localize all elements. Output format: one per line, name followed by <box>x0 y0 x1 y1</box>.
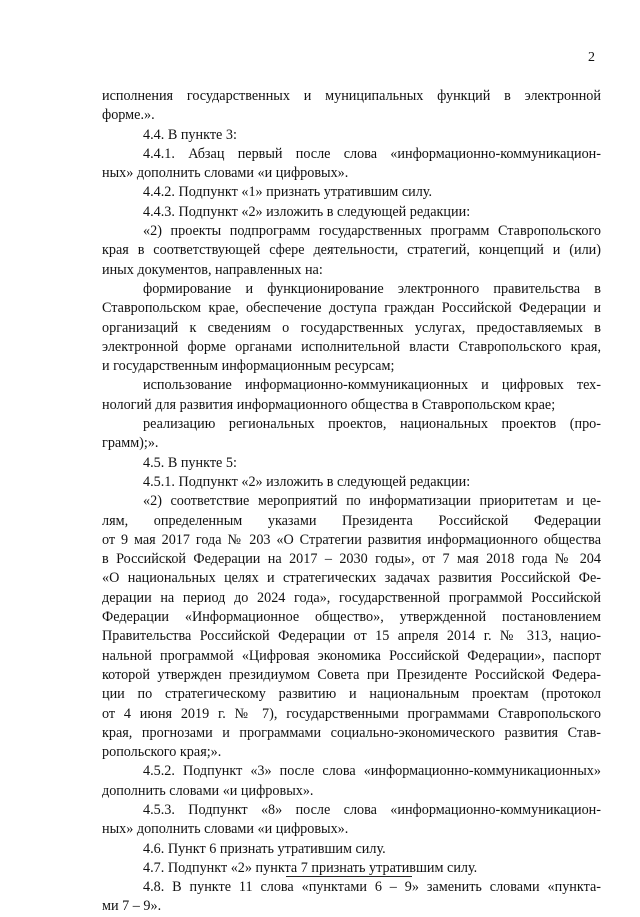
text-line: от 9 мая 2017 года № 203 «О Стратегии развития информационного общества <box>102 531 601 548</box>
text-line: дополнить словами «и цифровых». <box>102 782 314 799</box>
text-line: организаций к сведениям о государственных услугах, предоставляемых в <box>102 319 601 336</box>
text-line: форме.». <box>102 107 155 124</box>
text-line: электронной форме органами исполнительной власти Ставропольского края, <box>102 338 601 355</box>
text-line: Правительства Российской Федерации от 15 апреля 2014 г. № 313, нацио- <box>102 628 601 645</box>
text-line: реализацию региональных проектов, национальных проектов (про- <box>143 416 601 433</box>
text-line: 4.7. Подпункт «2» пункта 7 признать утратившим силу. <box>143 859 478 876</box>
text-line: края, прогнозами и программами социально-экономического развития Став- <box>102 724 601 741</box>
text-line: 4.5. В пункте 5: <box>143 454 237 471</box>
text-line: грамм);». <box>102 435 159 452</box>
text-line: ных» дополнить словами «и цифровых». <box>102 821 349 838</box>
text-line: края в соответствующей сфере деятельности, стратегий, концепций и (или) <box>102 242 601 259</box>
text-line: «2) соответствие мероприятий по информатизации приоритетам и це- <box>143 493 601 510</box>
text-line: дерации на период до 2024 года», государственной программой Российской <box>102 589 601 606</box>
text-line: и государственным информационным ресурсам; <box>102 358 395 375</box>
text-line: ных» дополнить словами «и цифровых». <box>102 165 349 182</box>
text-line: использование информационно-коммуникационных и цифровых тех- <box>143 377 601 394</box>
footer-divider <box>286 876 412 877</box>
text-line: «О национальных целях и стратегических задачах развития Российской Фе- <box>102 570 601 587</box>
document-body <box>102 87 601 917</box>
text-line: исполнения государственных и муниципальных функций в электронной <box>102 88 601 104</box>
text-line: в Российской Федерации на 2017 – 2030 годы», от 7 мая 2018 года № 204 <box>102 551 601 568</box>
text-line: иных документов, направленных на: <box>102 261 323 278</box>
text-line: 4.8. В пункте 11 слова «пунктами 6 – 9» заменить словами «пункта- <box>143 879 601 896</box>
text-line: лям, определенным указами Президента Российской Федерации <box>102 512 601 529</box>
text-line: Ставропольском крае, обеспечение доступа граждан Российской Федерации и <box>102 300 601 317</box>
text-line: нологий для развития информационного общества в Ставропольском крае; <box>102 396 556 413</box>
text-line: 4.4.2. Подпункт «1» признать утратившим силу. <box>143 184 433 201</box>
text-line: которой утвержден президиумом Совета при Президенте Российской Федера- <box>102 666 601 683</box>
text-line: Федерации «Информационное общество», утвержденной постановлением <box>102 609 601 626</box>
text-line: 4.4. В пункте 3: <box>143 126 237 143</box>
text-line: ми 7 – 9». <box>102 898 162 915</box>
text-line: формирование и функционирование электронного правительства в <box>143 280 601 297</box>
text-line: 4.4.3. Подпункт «2» изложить в следующей редакции: <box>143 203 471 220</box>
text-line: 4.5.3. Подпункт «8» после слова «информационно-коммуникацион- <box>143 801 601 818</box>
text-line: от 4 июня 2019 г. № 7), государственными программами Ставропольского <box>102 705 601 722</box>
text-line: ции по стратегическому развитию и национальным проектам (протокол <box>102 686 601 703</box>
text-line: нальной программой «Цифровая экономика Российской Федерации», паспорт <box>102 647 601 664</box>
text-line: 4.5.1. Подпункт «2» изложить в следующей редакции: <box>143 473 471 490</box>
text-line: 4.5.2. Подпункт «3» после слова «информационно-коммуникационных» <box>143 763 601 780</box>
text-line: ропольского края;». <box>102 744 222 761</box>
page-number: 2 <box>588 50 595 65</box>
text-line: 4.4.1. Абзац первый после слова «информационно-коммуникацион- <box>143 145 601 162</box>
text-line: 4.6. Пункт 6 признать утратившим силу. <box>143 840 386 857</box>
text-line: «2) проекты подпрограмм государственных программ Ставропольского <box>143 223 601 240</box>
